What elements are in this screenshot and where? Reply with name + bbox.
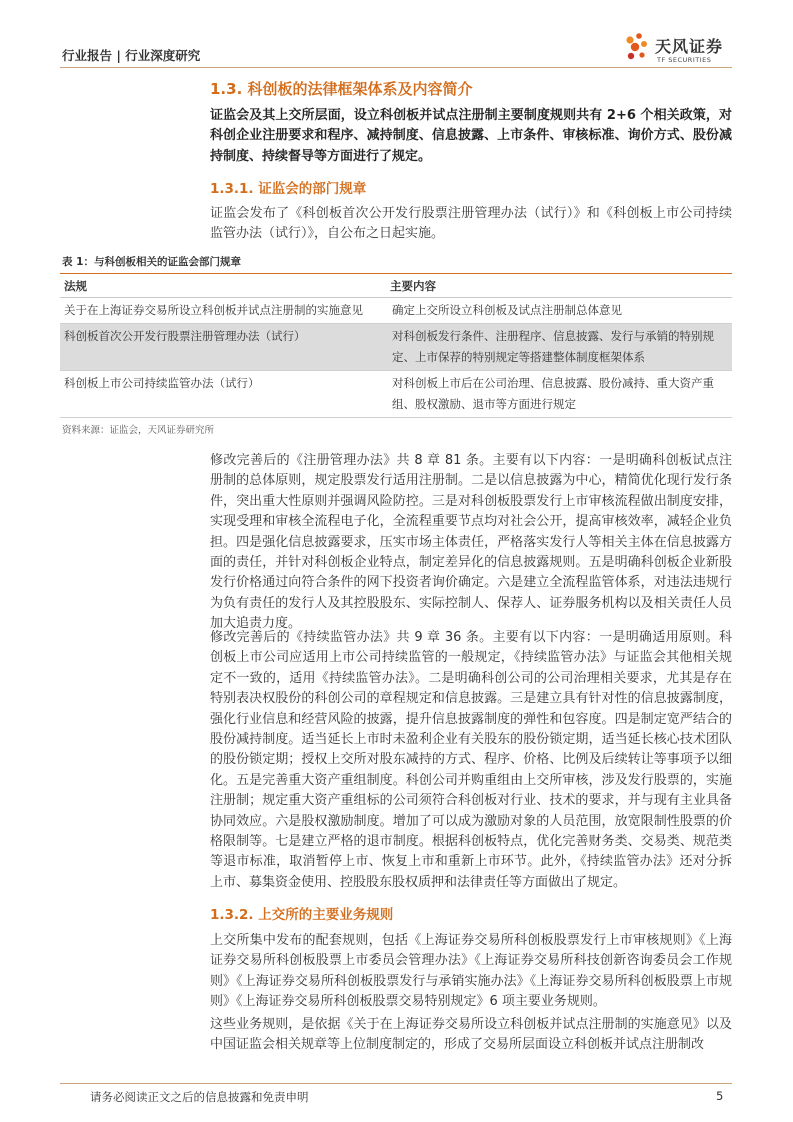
table-header-regulation: 法规	[60, 274, 386, 298]
logo-dot-4	[641, 41, 647, 47]
table-cell-content: 确定上交所设立科创板及试点注册制总体意见	[386, 298, 732, 324]
report-category: 行业报告 | 行业深度研究	[62, 48, 201, 63]
table-header-row	[60, 274, 732, 298]
logo-subtext: TF SECURITIES	[657, 56, 712, 64]
subsection-title-1: 1.3.1. 证监会的部门规章	[210, 181, 367, 197]
table-cell-regulation: 科创板首次公开发行股票注册管理办法（试行）	[60, 324, 386, 371]
body-paragraph-1: 修改完善后的《注册管理办法》共 8 章 81 条。主要有以下内容：一是明确科创板试点注册制的总体原则，规定股票发行适用注册制。二是以信息披露为中心，精简优化现行发行条件，突出重大性原则并强调风险防控。三是对科创板股票发行上市审核流程做出制度安排，实现受理和审核全流程电子化，全流程重要节点均对社会公开，提高审核效率，减轻企业负担。四是强化信息披露要求，压实市场主体责任，严格落实发行人等相关主体在信息披露方面的责任，并针对科创板企业特点，制定差异化的信息披露规则。五是明确科创板企业新股发行价格通过向符合条件的网下投资者询价确定。六是建立全流程监管体系，对违法违规行为负有责任的发行人及其控股股东、实际控制人、保荐人、证券服务机构以及相关责任人员加大追责力度。	[210, 453, 732, 632]
table-cell-regulation: 科创板上市公司持续监管办法（试行）	[60, 371, 386, 418]
body-paragraph-2: 修改完善后的《持续监管办法》共 9 章 36 条。主要有以下内容：一是明确适用原则。科创板上市公司应适用上市公司持续监管的一般规定，《持续监管办法》与证监会其他相关规定不一致的，适用《持续监管办法》。二是明确科创公司的公司治理相关要求，尤其是存在特别表决权股份的科创公司的章程规定和信息披露。三是建立具有针对性的信息披露制度，强化行业信息和经营风险的披露，提升信息披露制度的弹性和包容度。四是制定宽严结合的股份减持制度。适当延长上市时未盈利企业有关股东的股份锁定期，适当延长核心技术团队的股份锁定期；授权上交所对股东减持的方式、程序、价格、比例及后续转让等事项予以细化。五是完善重大资产重组制度。科创公司并购重组由上交所审核，涉及发行股票的，实施注册制；规定重大资产重组标的公司须符合科创板对行业、技术的要求，并与现有主业具备协同效应。六是股权激励制度。增加了可以成为激励对象的人员范围，放宽限制性股票的价格限制等。七是建立严格的退市制度。根据科创板特点，优化完善财务类、交易类、规范类等退市标准，取消暂停上市、恢复上市和重新上市环节。此外，《持续监管办法》还对分拆上市、募集资金使用、控股股东股权质押和法律责任等方面做出了规定。	[210, 630, 732, 890]
footer-divider	[60, 1083, 732, 1084]
footer-disclaimer: 请务必阅读正文之后的信息披露和免责申明	[90, 1090, 309, 1104]
table-row	[60, 324, 732, 371]
logo-dot-5	[628, 53, 634, 59]
subsection-2-paragraph-2: 这些业务规则，是依据《关于在上海证券交易所设立科创板并试点注册制的实施意见》以及中国证监会相关规章等上位制度制定的，形成了交易所层面设立科创板并试点注册制改	[210, 1017, 732, 1053]
subsection-1-paragraph: 证监会发布了《科创板首次公开发行股票注册管理办法（试行）》和《科创板上市公司持续监管办法（试行）》，自公布之日起实施。	[210, 206, 732, 242]
header-divider	[60, 67, 732, 68]
section-title: 1.3. 科创板的法律框架体系及内容简介	[210, 80, 473, 98]
table-row	[60, 371, 732, 418]
table-cell-content: 对科创板发行条件、注册程序、信息披露、发行与承销的特别规定、上市保荐的特别规定等搭建整体制度框架体系	[386, 324, 732, 371]
page-number: 5	[716, 1089, 724, 1103]
logo-text: 天风证券	[655, 37, 724, 56]
table-row	[60, 298, 732, 324]
subsection-2-paragraph-1: 上交所集中发布的配套规则，包括《上海证券交易所科创板股票发行上市审核规则》《上海证券交易所科创板股票上市委员会管理办法》《上海证券交易所科技创新咨询委员会工作规则》《上海证券交易所科创板股票发行与承销实施办法》《上海证券交易所科创板股票上市规则》《上海证券交易所科创板股票交易特别规定》6 项主要业务规则。	[210, 933, 732, 1010]
logo-dot-6	[639, 52, 644, 57]
table-caption: 表 1：与科创板相关的证监会部门规章	[62, 256, 241, 268]
table-cell-regulation: 关于在上海证券交易所设立科创板并试点注册制的实施意见	[60, 298, 386, 324]
section-intro: 证监会及其上交所层面，设立科创板并试点注册制主要制度规则共有 2+6 个相关政策，对科创企业注册要求和程序、减持制度、信息披露、上市条件、审核标准、询价方式、股份减持制度、持续督导等方面进行了规定。	[210, 108, 732, 164]
table-source: 资料来源：证监会，天风证券研究所	[62, 425, 215, 436]
table-cell-content: 对科创板上市后在公司治理、信息披露、股份减持、重大资产重组、股权激励、退市等方面进行规定	[386, 371, 732, 418]
subsection-title-2: 1.3.2. 上交所的主要业务规则	[210, 907, 394, 923]
logo-dot-2	[636, 33, 642, 39]
logo-dot-1	[626, 36, 633, 43]
regulations-table	[60, 273, 732, 418]
logo-dot-3	[631, 43, 639, 51]
table-header-content: 主要内容	[386, 274, 732, 298]
